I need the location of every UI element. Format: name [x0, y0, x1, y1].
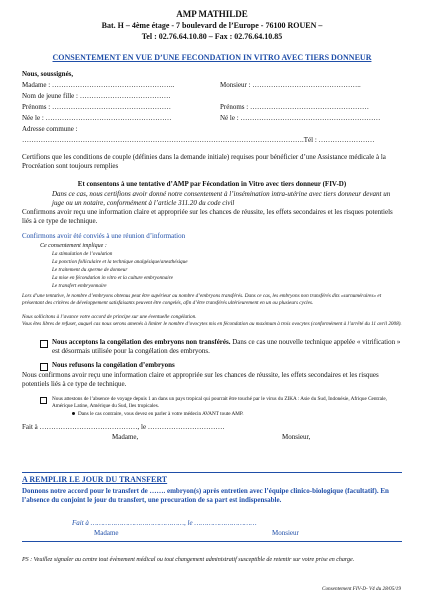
- org-name: AMP MATHILDE: [176, 9, 248, 19]
- refuse-freezing-detail: Nous confirmons avoir reçu une information claire et appropriée sur les chances de réussite, les effets secondaires et les risques potentiels liés à ce type de technique.: [22, 371, 379, 388]
- implies-item: Le traitement du sperme de donneur: [52, 267, 128, 273]
- implies-item: La ponction folliculaire et la technique analgésique/anesthésique: [52, 259, 188, 265]
- refuse-freezing-checkbox[interactable]: [40, 363, 48, 371]
- bullet-icon: [72, 412, 75, 415]
- footer-version: Consentement FIV-D- V4 du 28/05/19: [322, 586, 401, 592]
- implies-heading: Ce consentement implique :: [40, 243, 107, 249]
- travel-contrary-label: Dans le cas contraire, vous devez en parler à votre médecin AVANT toute AMP.: [78, 411, 244, 417]
- intro-text: Nous, soussignés,: [22, 70, 74, 78]
- address-field[interactable]: ………………………………………………………………………………………………………….Tél : ……………………: [22, 136, 375, 144]
- info-received-text: Confirmons avoir reçu une information claire et appropriée sur les chances de réussite, les effets secondaires et les risques potentiels liés à ce type de technique.: [22, 208, 393, 225]
- address-label: Adresse commune :: [22, 125, 78, 133]
- refusal-consequence-text: Vous êtes libres de refuser, auquel cas nous serons amenés à limiter le nombre d’ovocytes mis en fécondation au maximum à trois ovocytes (conformément à l’arrêté du 11 avril 2008).: [22, 321, 402, 327]
- meeting-text: Confirmons avoir été conviés à une réunion d’information: [22, 232, 186, 240]
- transfer-text: Donnons notre accord pour le transfert de ……. embryon(s) après entretien avec l’équipe clinico-biologique (facultatif). En l’absence du conjoint le jour du transfert, une procuration de sa part est indispensable.: [22, 487, 389, 504]
- accept-freezing-text: [52, 338, 404, 356]
- section-divider: [22, 472, 402, 473]
- principle-agreement-text: Nous sollicitons à l’avance votre accord de principe sur une éventuelle congélation.: [22, 314, 197, 320]
- nee-le-field[interactable]: Née le : ………………………………………………: [22, 114, 172, 122]
- accept-freezing-detail: Dans ce cas une nouvelle technique appelée « vitrification » est désormais utilisée pour la congélation des embryons.: [52, 338, 401, 355]
- consent-heading: Et consentons à une tentative d’AMP par Fécondation in Vitro avec tiers donneur (FIV-D): [77, 180, 347, 188]
- org-phone: Tel : 02.76.64.10.80 – Fax : 02.76.64.10.85: [141, 32, 283, 41]
- accept-freezing-checkbox[interactable]: [40, 340, 48, 348]
- transfer-monsieur[interactable]: Monsieur: [272, 529, 299, 537]
- transfer-madame[interactable]: Madame: [94, 529, 119, 537]
- org-address: Bat. H – 4ème étage - 7 boulevard de l’Europe - 76100 ROUEN –: [101, 21, 323, 30]
- accept-freezing-label: Nous acceptons la congélation des embryons non transférés.: [52, 338, 231, 346]
- implies-item: La stimulation de l’ovulation: [52, 251, 113, 257]
- travel-contrary-text: [72, 411, 244, 417]
- transfer-place-date[interactable]: Fait à ………………………………………, le …………………………: [72, 519, 257, 527]
- prenoms-madame-field[interactable]: Prénoms : ……………………………………………: [22, 103, 171, 111]
- certify-text: Certifions que les conditions de couple (définies dans la demande initiale) requises pour bénéficier d’une Assistance médicale à la Procréation sont toujours remplies: [22, 153, 386, 170]
- consent-civil-note: Dans ce cas, nous certifions avoir donné notre consentement à l’insémination intra-utérine avec tiers donneur devant un juge ou un notaire, conformément à l’article 311.20 du code civil: [52, 190, 391, 207]
- section-divider: [22, 541, 402, 542]
- madame-field[interactable]: Madame : ……………………………………………..: [22, 81, 175, 89]
- ne-le-field[interactable]: Né le : ……………………………………………………: [220, 114, 381, 122]
- no-travel-text: Nous attestons de l’absence de voyage depuis 1 an dans un pays tropical qui pourrait être touché par le virus du ZIKA : Asie du Sud, Indonésie, Afrique Centrale, Amérique Latine, Amérique du Sud, Iles tropicales.: [52, 396, 387, 409]
- implies-item: Le transfert embryonnaire: [52, 283, 107, 289]
- signature-madame[interactable]: Madame,: [112, 433, 139, 441]
- implies-item: La mise en fécondation in vitro et la culture embryonnaire: [52, 275, 173, 281]
- no-travel-checkbox[interactable]: [40, 397, 47, 404]
- monsieur-field[interactable]: Monsieur : ………………………………………..: [220, 81, 361, 89]
- refuse-freezing-label: Nous refusons la congélation d’embryons: [52, 361, 175, 369]
- ps-note: PS : Veuillez signaler au centre tout évènement médical ou tout changement administratif susceptible de retentir sur votre prise en charge.: [22, 557, 355, 563]
- transfer-heading: A REMPLIR LE JOUR DU TRANSFERT: [22, 475, 168, 484]
- signature-monsieur[interactable]: Monsieur,: [282, 433, 311, 441]
- embryo-attempt-text: Lors d’une tentative, le nombre d’embryons obtenus peut être supérieur au nombre d’embryons transférés. Dans ce cas, les embryons non transférés dits «surnuméraires» et présentant des critères de développement satisfaisants peuvent être congelés, afin d’être transférés ultérieurement en un ou plusieurs cycles.: [22, 293, 382, 306]
- signature-place-date[interactable]: Fait à ……………………………………, le ……………………………: [22, 423, 225, 431]
- maiden-name-field[interactable]: Nom de jeune fille : …………………………………: [22, 92, 171, 100]
- form-title: CONSENTEMENT EN VUE D’UNE FECONDATION IN VITRO AVEC TIERS DONNEUR: [52, 53, 372, 62]
- prenoms-monsieur-field[interactable]: Prénoms : ……………………………………………: [220, 103, 369, 111]
